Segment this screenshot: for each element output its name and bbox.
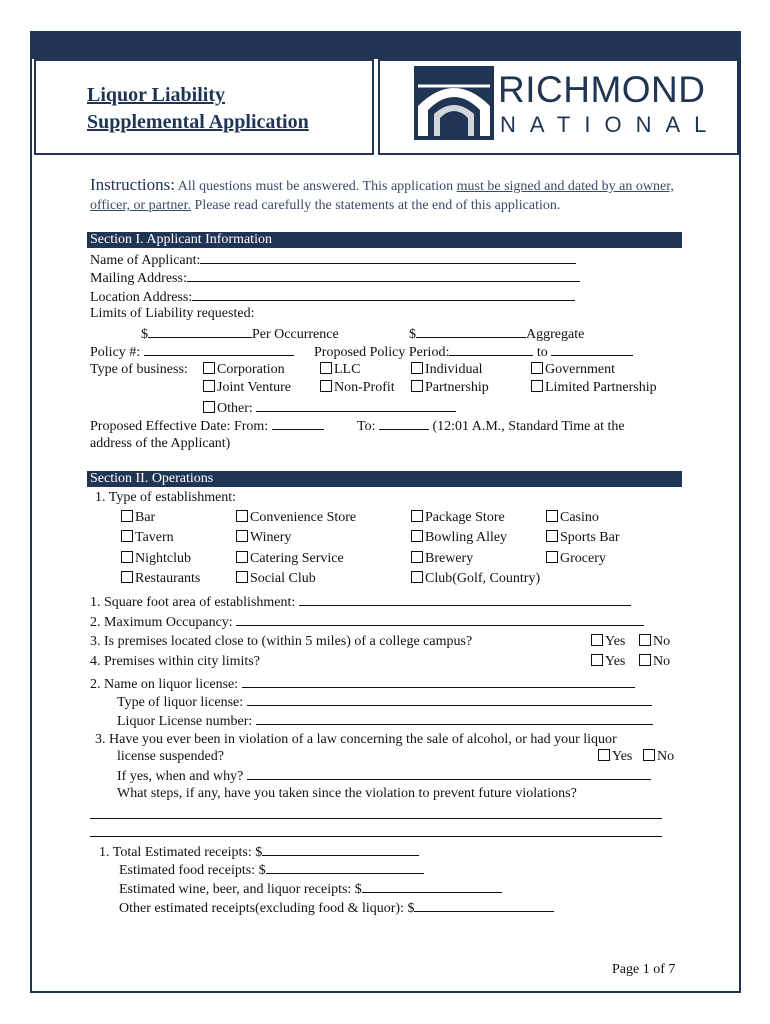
location-address-row: Location Address: — [90, 287, 575, 307]
checkbox-catering-service[interactable]: Catering Service — [236, 550, 344, 568]
checkbox-winery[interactable]: Winery — [236, 529, 291, 547]
policy-period-row: Proposed Policy Period: to — [314, 342, 633, 362]
checkbox-grocery[interactable]: Grocery — [546, 550, 606, 568]
license-number-row: Liquor License number: — [117, 711, 653, 731]
effective-to-field[interactable] — [379, 416, 429, 430]
license-name-field[interactable] — [242, 674, 635, 688]
policy-number-field[interactable] — [144, 342, 294, 356]
college-yes-checkbox[interactable]: Yes — [591, 633, 625, 651]
occupancy-field[interactable] — [236, 612, 644, 626]
square-foot-row: 1. Square foot area of establishment: — [90, 592, 631, 612]
section-2-header: Section II. Operations — [87, 471, 682, 487]
page-title: Liquor Liability Supplemental Application — [87, 84, 309, 133]
per-occurrence-row: $ Per Occurrence — [141, 324, 339, 344]
checkbox-convenience-store[interactable]: Convenience Store — [236, 509, 356, 527]
checkbox-other[interactable]: Other: — [203, 398, 456, 418]
effective-date-row: Proposed Effective Date: From: — [90, 416, 324, 436]
college-question: 3. Is premises located close to (within 5 miles) of a college campus? — [90, 634, 473, 649]
checkbox-non-profit[interactable]: Non-Profit — [320, 379, 395, 397]
liquor-receipts-field[interactable] — [362, 879, 502, 893]
city-limits-question: 4. Premises within city limits? — [90, 654, 260, 669]
other-business-field[interactable] — [256, 398, 456, 412]
aggregate-row: $ Aggregate — [409, 324, 584, 344]
violation-when-row: If yes, when and why? — [117, 766, 651, 786]
violation-steps-question: What steps, if any, have you taken since the violation to prevent future violations? — [117, 786, 577, 801]
establishment-type-label: 1. Type of establishment: — [95, 490, 237, 505]
violation-steps-line-2[interactable] — [90, 836, 662, 837]
occupancy-row: 2. Maximum Occupancy: — [90, 612, 644, 632]
violation-when-field[interactable] — [247, 766, 651, 780]
limits-label: Limits of Liability requested: — [90, 306, 255, 321]
policy-row: Policy #: — [90, 342, 294, 362]
checkbox-limited-partnership[interactable]: Limited Partnership — [531, 379, 657, 397]
period-end-field[interactable] — [551, 342, 633, 356]
license-type-row: Type of liquor license: — [117, 692, 652, 712]
total-receipts-row: 1. Total Estimated receipts: $ — [99, 842, 419, 862]
mailing-address-row: Mailing Address: — [90, 268, 580, 288]
checkbox-bar[interactable]: Bar — [121, 509, 155, 527]
city-yes-checkbox[interactable]: Yes — [591, 653, 625, 671]
applicant-name-field[interactable] — [200, 250, 576, 264]
instructions: Instructions: All questions must be answered. This application must be signed and dated by an owner, officer, or partner. Please read carefully the statements at the end of this application. — [90, 175, 674, 213]
checkbox-social-club[interactable]: Social Club — [236, 570, 316, 588]
checkbox-tavern[interactable]: Tavern — [121, 529, 174, 547]
checkbox-llc[interactable]: LLC — [320, 361, 360, 379]
license-name-row: 2. Name on liquor license: — [90, 674, 635, 694]
license-number-field[interactable] — [256, 711, 653, 725]
checkbox-brewery[interactable]: Brewery — [411, 550, 473, 568]
checkbox-individual[interactable]: Individual — [411, 361, 483, 379]
checkbox-joint-venture[interactable]: Joint Venture — [203, 379, 291, 397]
food-receipts-field[interactable] — [266, 860, 424, 874]
location-address-field[interactable] — [192, 287, 575, 301]
city-no-checkbox[interactable]: No — [639, 653, 670, 671]
other-receipts-field[interactable] — [414, 898, 554, 912]
page-number: Page 1 of 7 — [612, 962, 676, 977]
checkbox-corporation[interactable]: Corporation — [203, 361, 285, 379]
section-1-header: Section I. Applicant Information — [87, 232, 682, 248]
violation-no-checkbox[interactable]: No — [643, 748, 674, 766]
checkbox-nightclub[interactable]: Nightclub — [121, 550, 191, 568]
checkbox-government[interactable]: Government — [531, 361, 615, 379]
college-no-checkbox[interactable]: No — [639, 633, 670, 651]
liquor-receipts-row: Estimated wine, beer, and liquor receipts: $ — [119, 879, 502, 899]
per-occurrence-field[interactable] — [148, 324, 252, 338]
mailing-address-field[interactable] — [187, 268, 580, 282]
violation-question: 3. Have you ever been in violation of a law concerning the sale of alcohol, or had your liquor — [95, 732, 617, 747]
top-bar — [30, 31, 741, 59]
violation-steps-line-1[interactable] — [90, 818, 662, 819]
checkbox-club-golf-country[interactable]: Club(Golf, Country) — [411, 570, 540, 588]
logo-wordmark: RICHMOND — [498, 69, 706, 110]
checkbox-casino[interactable]: Casino — [546, 509, 599, 527]
checkbox-restaurants[interactable]: Restaurants — [121, 570, 200, 588]
checkbox-sports-bar[interactable]: Sports Bar — [546, 529, 620, 547]
total-receipts-field[interactable] — [262, 842, 419, 856]
violation-yes-checkbox[interactable]: Yes — [598, 748, 632, 766]
effective-from-field[interactable] — [272, 416, 324, 430]
violation-question-cont: license suspended? — [117, 749, 224, 764]
license-type-field[interactable] — [247, 692, 652, 706]
applicant-name-row: Name of Applicant: — [90, 250, 576, 270]
square-foot-field[interactable] — [299, 592, 631, 606]
other-receipts-row: Other estimated receipts(excluding food & liquor): $ — [119, 898, 554, 918]
type-of-business-label: Type of business: — [90, 362, 188, 377]
effective-date-note: address of the Applicant) — [90, 436, 231, 451]
richmond-bridge-logo — [414, 66, 494, 140]
effective-to-row: To: (12:01 A.M., Standard Time at the — [357, 416, 625, 436]
logo-subtext: NATIONAL — [500, 112, 721, 137]
aggregate-field[interactable] — [416, 324, 526, 338]
checkbox-package-store[interactable]: Package Store — [411, 509, 505, 527]
checkbox-bowling-alley[interactable]: Bowling Alley — [411, 529, 507, 547]
checkbox-partnership[interactable]: Partnership — [411, 379, 489, 397]
period-start-field[interactable] — [449, 342, 533, 356]
food-receipts-row: Estimated food receipts: $ — [119, 860, 424, 880]
